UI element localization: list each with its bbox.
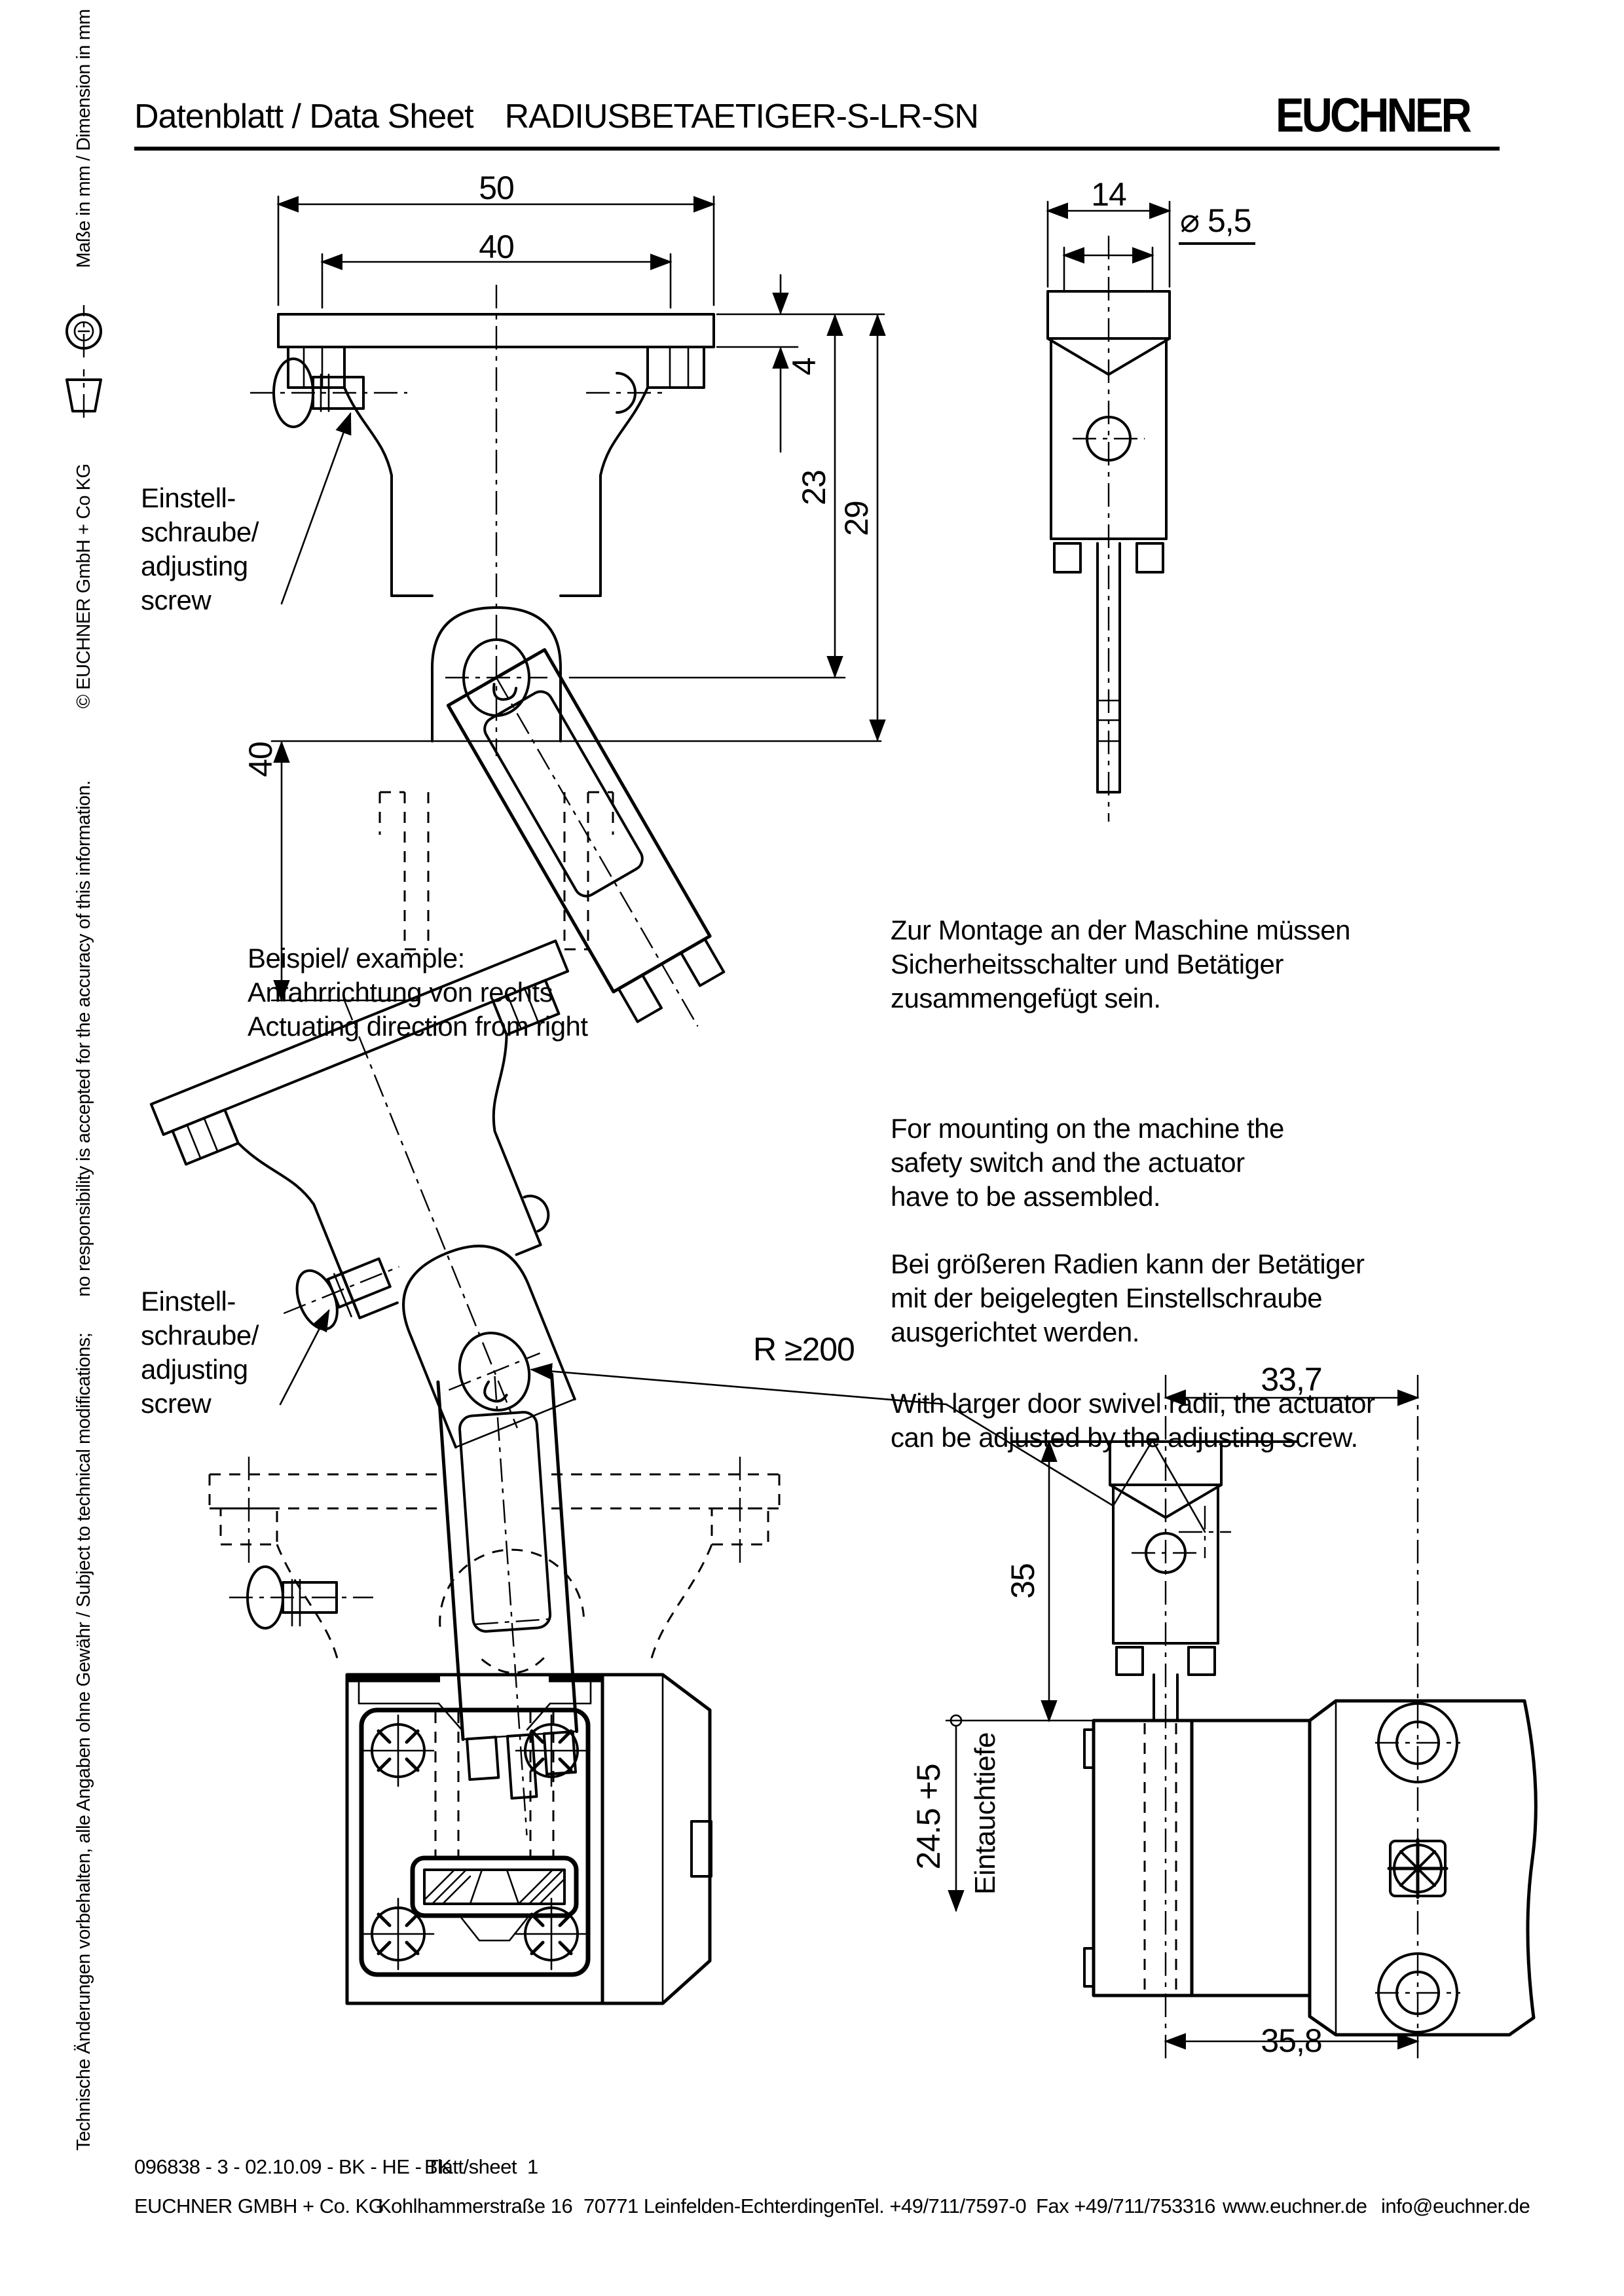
side-view-drawing: [982, 177, 1493, 838]
sidebar-disclaimer-de: Technische Änderungen vorbehalten, alle Angaben ohne Gewähr / Subject to technical modifications;: [73, 1332, 94, 2151]
footer-sheet-label: Blatt/sheet: [424, 2155, 517, 2178]
dim-label-35-8: 35,8: [1261, 2022, 1322, 2059]
radius-dim-label: R ≥200: [753, 1331, 855, 1368]
dim-label-14: 14: [1091, 176, 1126, 213]
first-angle-projection-cone-icon: [65, 369, 103, 418]
sidebar-units-note: Maße in mm / Dimension in mm: [73, 9, 94, 268]
example-caption: [248, 941, 588, 1044]
doc-type-title: Datenblatt / Data Sheet: [134, 98, 473, 136]
note-en-assembly: For mounting on the machine the safety switch and the actuator have to be assembled.: [891, 1113, 1284, 1212]
example-line-de: Anfahrrichtung von rechts: [248, 977, 553, 1008]
adjusting-screw-label-bottom: Einstell- schraube/ adjusting screw: [141, 1286, 259, 1419]
dim-label-23: 23: [796, 470, 832, 505]
note-de-assembly: Zur Montage an der Maschine müssen Sicherheitsschalter und Betätiger zusammengefügt sein.: [891, 915, 1351, 1013]
footer-company: EUCHNER GMBH + Co. KG: [134, 2195, 384, 2217]
page-header: [134, 97, 978, 136]
dim-label-29: 29: [838, 501, 875, 536]
footer-email[interactable]: info@euchner.de: [1381, 2195, 1530, 2217]
dim-label-35: 35: [1005, 1563, 1041, 1599]
sidebar-copyright: © EUCHNER GmbH + Co KG: [73, 464, 94, 709]
footer-phone: Tel. +49/711/7597-0: [854, 2195, 1027, 2217]
front-view-drawing: [216, 177, 897, 1034]
dim-label-eintauchtiefe: Eintauchtiefe: [969, 1732, 1001, 1895]
product-title: RADIUSBETAETIGER-S-LR-SN: [504, 98, 978, 136]
dim-label-50: 50: [479, 170, 514, 206]
dim-label-hole-diameter: ⌀ 5,5: [1179, 202, 1255, 245]
assembly-side-view-drawing: [877, 1336, 1572, 2069]
footer-doc-number: 096838 - 3 - 02.10.09 - BK - HE - TK: [134, 2155, 452, 2178]
dim-label-4: 4: [786, 357, 822, 376]
sidebar-disclaimer-en: no responsibility is accepted for the accuracy of this information.: [73, 780, 94, 1297]
adjusting-screw-label-top: Einstell- schraube/ adjusting screw: [141, 483, 259, 615]
dim-label-33-7: 33,7: [1261, 1361, 1322, 1398]
footer-city: 70771 Leinfelden-Echterdingen: [583, 2195, 857, 2217]
footer-website[interactable]: www.euchner.de: [1223, 2195, 1367, 2217]
dim-label-24-5: 24.5 +5: [910, 1764, 947, 1870]
note-de-adjust: Bei größeren Radien kann der Betätiger mit der beigelegten Einstellschraube ausgerichtet werden.: [891, 1248, 1365, 1347]
example-heading: Beispiel/ example:: [248, 943, 465, 974]
example-line-en: Actuating direction from right: [248, 1011, 588, 1042]
euchner-logo: EUCHNER: [1276, 88, 1469, 143]
dim-label-40-inner: 40: [479, 228, 514, 265]
header-divider: [134, 147, 1500, 151]
footer-street: Kohlhammerstraße 16: [378, 2195, 573, 2217]
note-en-adjust: With larger door swivel radii, the actuator can be adjusted by the adjusting screw.: [891, 1388, 1375, 1453]
footer-sheet-number: 1: [527, 2155, 538, 2178]
dim-label-40-vertical: 40: [242, 742, 279, 777]
footer-fax: Fax +49/711/753316: [1036, 2195, 1215, 2217]
projection-view-icon: [63, 304, 105, 359]
